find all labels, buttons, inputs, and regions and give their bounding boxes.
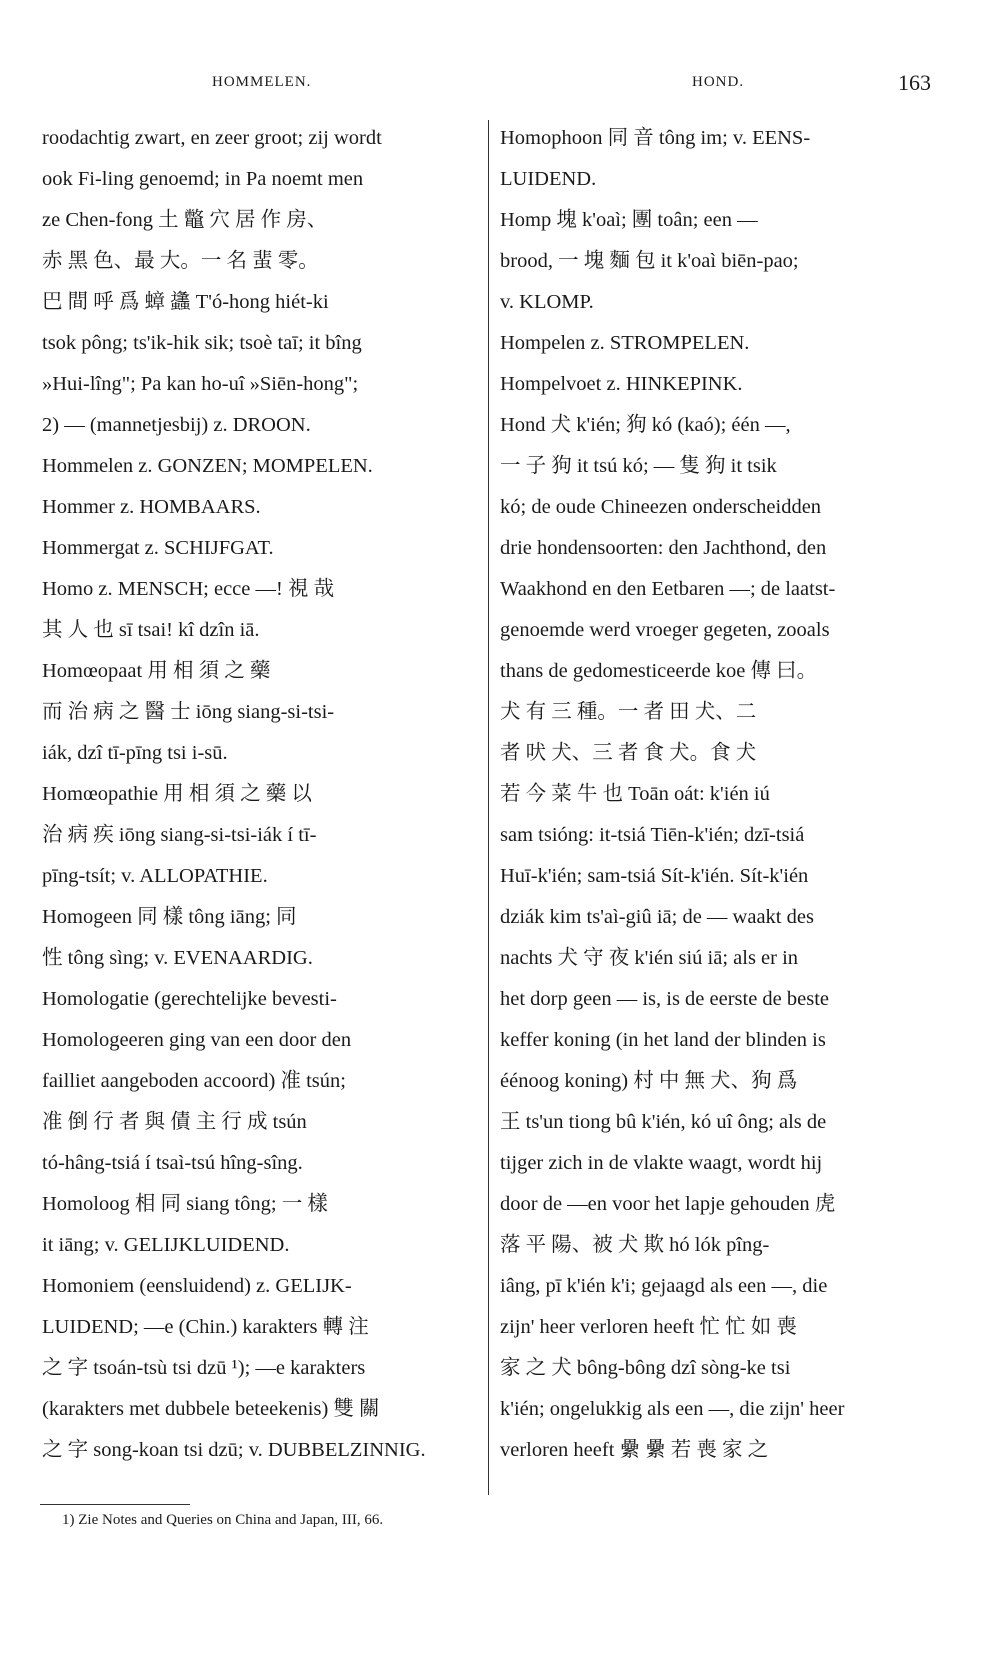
text-line: 治 病 疾 iōng siang-si-tsi-iák í tī-: [42, 824, 317, 846]
text-line: Homoloog 相 同 siang tông; 一 樣: [42, 1193, 328, 1215]
text-line: sam tsióng: it-tsiá Tiēn-k'ién; dzī-tsiá: [500, 824, 805, 846]
text-line: Waakhond en den Eetbaren —; de laatst-: [500, 578, 836, 600]
text-line: Hommergat z. SCHIJFGAT.: [42, 537, 274, 559]
text-line: 2) — (mannetjesbij) z. DROON.: [42, 414, 311, 436]
text-line: genoemde werd vroeger gegeten, zooals: [500, 619, 830, 641]
text-line: failliet aangeboden accoord) 准 tsún;: [42, 1070, 346, 1092]
text-line: 巴 間 呼 爲 蟑 蠭 T'ó-hong hiét-ki: [42, 291, 329, 313]
text-line: LUIDEND.: [500, 168, 597, 190]
text-line: Homœopaat 用 相 須 之 藥: [42, 660, 271, 682]
text-line: v. KLOMP.: [500, 291, 594, 313]
text-line: »Hui-lîng"; Pa kan ho-uî »Siēn-hong";: [42, 373, 359, 395]
text-line: tó-hâng-tsiá í tsaì-tsú hîng-sîng.: [42, 1152, 303, 1174]
text-line: tijger zich in de vlakte waagt, wordt hij: [500, 1152, 823, 1174]
page-number: 163: [898, 70, 931, 95]
text-line: iák, dzî tī-pīng tsi i-sū.: [42, 742, 228, 764]
text-line: verloren heeft 纍 纍 若 喪 家 之: [500, 1439, 769, 1461]
text-line: Homoniem (eensluidend) z. GELIJK-: [42, 1275, 352, 1297]
running-head-left: HOMMELEN.: [212, 74, 312, 90]
text-line: dziák kim ts'aì-giû iā; de — waakt des: [500, 906, 814, 928]
text-line: 若 今 菜 牛 也 Toān oát: k'ién iú: [500, 783, 770, 805]
text-line: brood, 一 塊 麵 包 it k'oaì biēn-pao;: [500, 250, 799, 272]
text-line: 准 倒 行 者 與 債 主 行 成 tsún: [42, 1111, 307, 1133]
column-divider: [488, 120, 489, 1495]
text-line: pīng-tsít; v. ALLOPATHIE.: [42, 865, 268, 887]
right-column: [500, 118, 936, 1471]
text-line: 犬 有 三 種。一 者 田 犬、二: [500, 701, 757, 723]
text-line: keffer koning (in het land der blinden is: [500, 1029, 826, 1051]
text-line: iâng, pī k'ién k'i; gejaagd als een —, die: [500, 1275, 828, 1297]
text-line: Hond 犬 k'ién; 狗 kó (kaó); één —,: [500, 414, 791, 436]
text-line: it iāng; v. GELIJKLUIDEND.: [42, 1234, 290, 1256]
text-line: Homophoon 同 音 tông im; v. EENS-: [500, 127, 811, 149]
text-line: Huī-k'ién; sam-tsiá Sít-k'ién. Sít-k'ién: [500, 865, 809, 887]
running-head-center: HOND.: [692, 74, 745, 90]
text-line: het dorp geen — is, is de eerste de beste: [500, 988, 830, 1010]
text-line: ook Fi-ling genoemd; in Pa noemt men: [42, 168, 364, 190]
text-line: 家 之 犬 bông-bông dzî sòng-ke tsi: [500, 1357, 791, 1379]
footnote: 1) Zie Notes and Queries on China and Japan, III, 66.: [62, 1512, 384, 1528]
text-line: Hompelvoet z. HINKEPINK.: [500, 373, 743, 395]
text-line: Homo z. MENSCH; ecce —! 視 哉: [42, 578, 335, 600]
text-line: Hommer z. HOMBAARS.: [42, 496, 261, 518]
text-line: drie hondensoorten: den Jachthond, den: [500, 537, 827, 559]
text-line: roodachtig zwart, en zeer groot; zij wordt: [42, 127, 382, 149]
text-line: k'ién; ongelukkig als een —, die zijn' heer: [500, 1398, 845, 1420]
left-column: [42, 118, 482, 1471]
text-line: door de —en voor het lapje gehouden 虎: [500, 1193, 836, 1215]
text-line: ze Chen-fong 土 鼈 穴 居 作 房、: [42, 209, 328, 231]
text-line: 之 字 tsoán-tsù tsi dzū ¹); —e karakters: [42, 1357, 366, 1379]
text-line: 赤 黑 色、最 大。一 名 蜚 零。: [42, 250, 319, 272]
text-line: Hompelen z. STROMPELEN.: [500, 332, 750, 354]
text-line: Homogeen 同 樣 tông iāng; 同: [42, 906, 297, 928]
text-line: thans de gedomesticeerde koe 傳 曰。: [500, 660, 818, 682]
text-line: nachts 犬 守 夜 k'ién siú iā; als er in: [500, 947, 799, 969]
text-line: 一 子 狗 it tsú kó; — 隻 狗 it tsik: [500, 455, 777, 477]
text-line: kó; de oude Chineezen onderscheidden: [500, 496, 822, 518]
text-line: 之 字 song-koan tsi dzū; v. DUBBELZINNIG.: [42, 1439, 426, 1461]
text-line: 落 平 陽、被 犬 欺 hó lók pîng-: [500, 1234, 770, 1256]
text-line: 性 tông sìng; v. EVENAARDIG.: [42, 947, 313, 969]
text-line: 其 人 也 sī tsai! kî dzîn iā.: [42, 619, 260, 641]
text-line: (karakters met dubbele beteekenis) 雙 關: [42, 1398, 380, 1420]
text-line: zijn' heer verloren heeft 忙 忙 如 喪: [500, 1316, 797, 1338]
text-line: éénoog koning) 村 中 無 犬、狗 爲: [500, 1070, 798, 1092]
text-line: Homœopathie 用 相 須 之 藥 以: [42, 783, 312, 805]
text-line: 王 ts'un tiong bû k'ién, kó uî ông; als de: [500, 1111, 827, 1133]
text-line: tsok pông; ts'ik-hik sik; tsoè taī; it bîng: [42, 332, 362, 354]
text-line: Homologeeren ging van een door den: [42, 1029, 352, 1051]
text-line: Hommelen z. GONZEN; MOMPELEN.: [42, 455, 373, 477]
text-line: Homp 塊 k'oaì; 團 toân; een —: [500, 209, 758, 231]
footnote-rule: [40, 1504, 190, 1505]
text-line: 而 治 病 之 醫 士 iōng siang-si-tsi-: [42, 701, 335, 723]
text-line: LUIDEND; —e (Chin.) karakters 轉 注: [42, 1316, 369, 1338]
text-line: 者 吠 犬、三 者 食 犬。食 犬: [500, 742, 757, 764]
text-line: Homologatie (gerechtelijke bevesti-: [42, 988, 337, 1010]
